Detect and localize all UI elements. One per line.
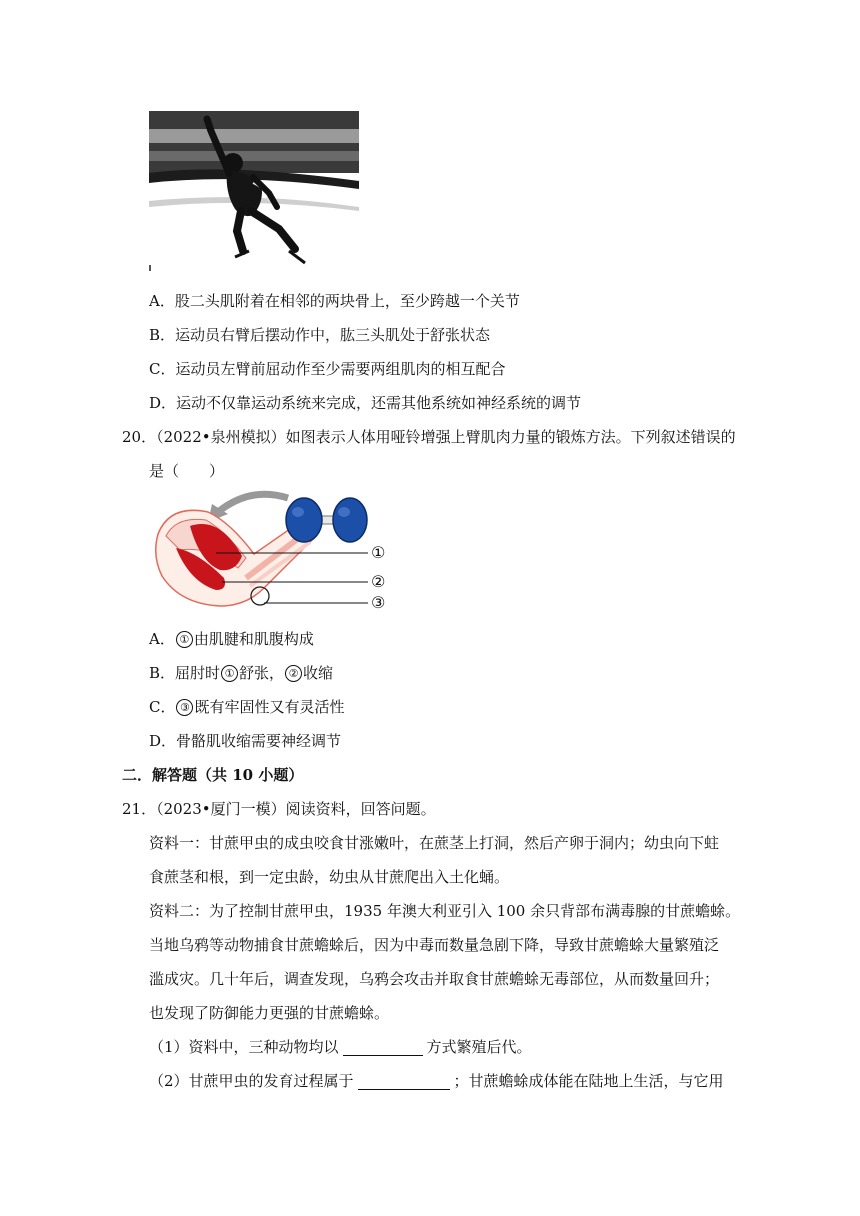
q21-part1: （1）资料中，三种动物均以 方式繁殖后代。 <box>149 1038 532 1056</box>
circled-number: ② <box>285 665 302 682</box>
q21-stem: 21．（2023•厦门一模）阅读资料，回答问题。 <box>122 800 436 818</box>
circled-number: ① <box>221 665 238 682</box>
q21-material1-line2: 食蔗茎和根，到一定虫龄，幼虫从甘蔗爬出入土化蛹。 <box>149 868 510 886</box>
q20-option-d: D．骨骼肌收缩需要神经调节 <box>149 732 342 750</box>
q21-material1-line1: 资料一：甘蔗甲虫的成虫咬食甘涨嫩叶，在蔗茎上打洞，然后产卵于洞内；幼虫向下蛀 <box>149 834 720 852</box>
q19-option-b: B．运动员右臂后摆动作中，肱三头肌处于舒张状态 <box>149 326 491 344</box>
circled-number: ① <box>176 631 193 648</box>
speed-skater-photo <box>149 111 359 271</box>
q21-material2-line2: 当地乌鸦等动物捕食甘蔗蟾蜍后，因为中毒而数量急剧下降，导致甘蔗蟾蜍大量繁殖泛 <box>149 936 720 954</box>
answer-blank-2[interactable] <box>358 1073 450 1090</box>
q20-option-a: A． ① 由肌腱和肌腹构成 <box>149 630 314 648</box>
answer-blank-1[interactable] <box>343 1039 423 1056</box>
q19-option-c: C．运动员左臂前屈动作至少需要两组肌肉的相互配合 <box>149 360 506 378</box>
q20-stem-line1: 20．（2022•泉州模拟）如图表示人体用哑铃增强上臂肌肉力量的锻炼方法。下列叙述错误的 <box>122 428 736 446</box>
q20-option-b: B．屈肘时 ① 舒张， ② 收缩 <box>149 664 334 682</box>
label-3: ③ <box>371 593 386 612</box>
q21-material2-line4: 也发现了防御能力更强的甘蔗蟾蜍。 <box>149 1004 390 1022</box>
circled-number: ③ <box>176 699 193 716</box>
q21-part2: （2）甘蔗甲虫的发育过程属于 ；甘蔗蟾蜍成体能在陆地上生活，与它用 <box>149 1072 724 1090</box>
q21-material2-line3: 滥成灾。几十年后，调查发现，乌鸦会攻击并取食甘蔗蟾蜍无毒部位，从而数量回升； <box>149 970 720 988</box>
section-title: 二．解答题（共 10 小题） <box>122 766 304 784</box>
q20-option-c: C． ③ 既有牢固性又有灵活性 <box>149 698 345 716</box>
q20-stem-line2: 是（ ） <box>149 462 225 480</box>
q19-option-d: D．运动不仅靠运动系统来完成，还需其他系统如神经系统的调节 <box>149 394 582 412</box>
label-1: ① <box>371 543 386 562</box>
q21-material2-line1: 资料二：为了控制甘蔗甲虫，1935 年澳大利亚引入 100 余只背部布满毒腺的甘蔗蟾蜍。 <box>149 902 741 920</box>
q19-option-a: A．股二头肌附着在相邻的两块骨上，至少跨越一个关节 <box>149 292 520 310</box>
arm-dumbbell-diagram <box>150 486 390 618</box>
label-2: ② <box>371 572 386 591</box>
